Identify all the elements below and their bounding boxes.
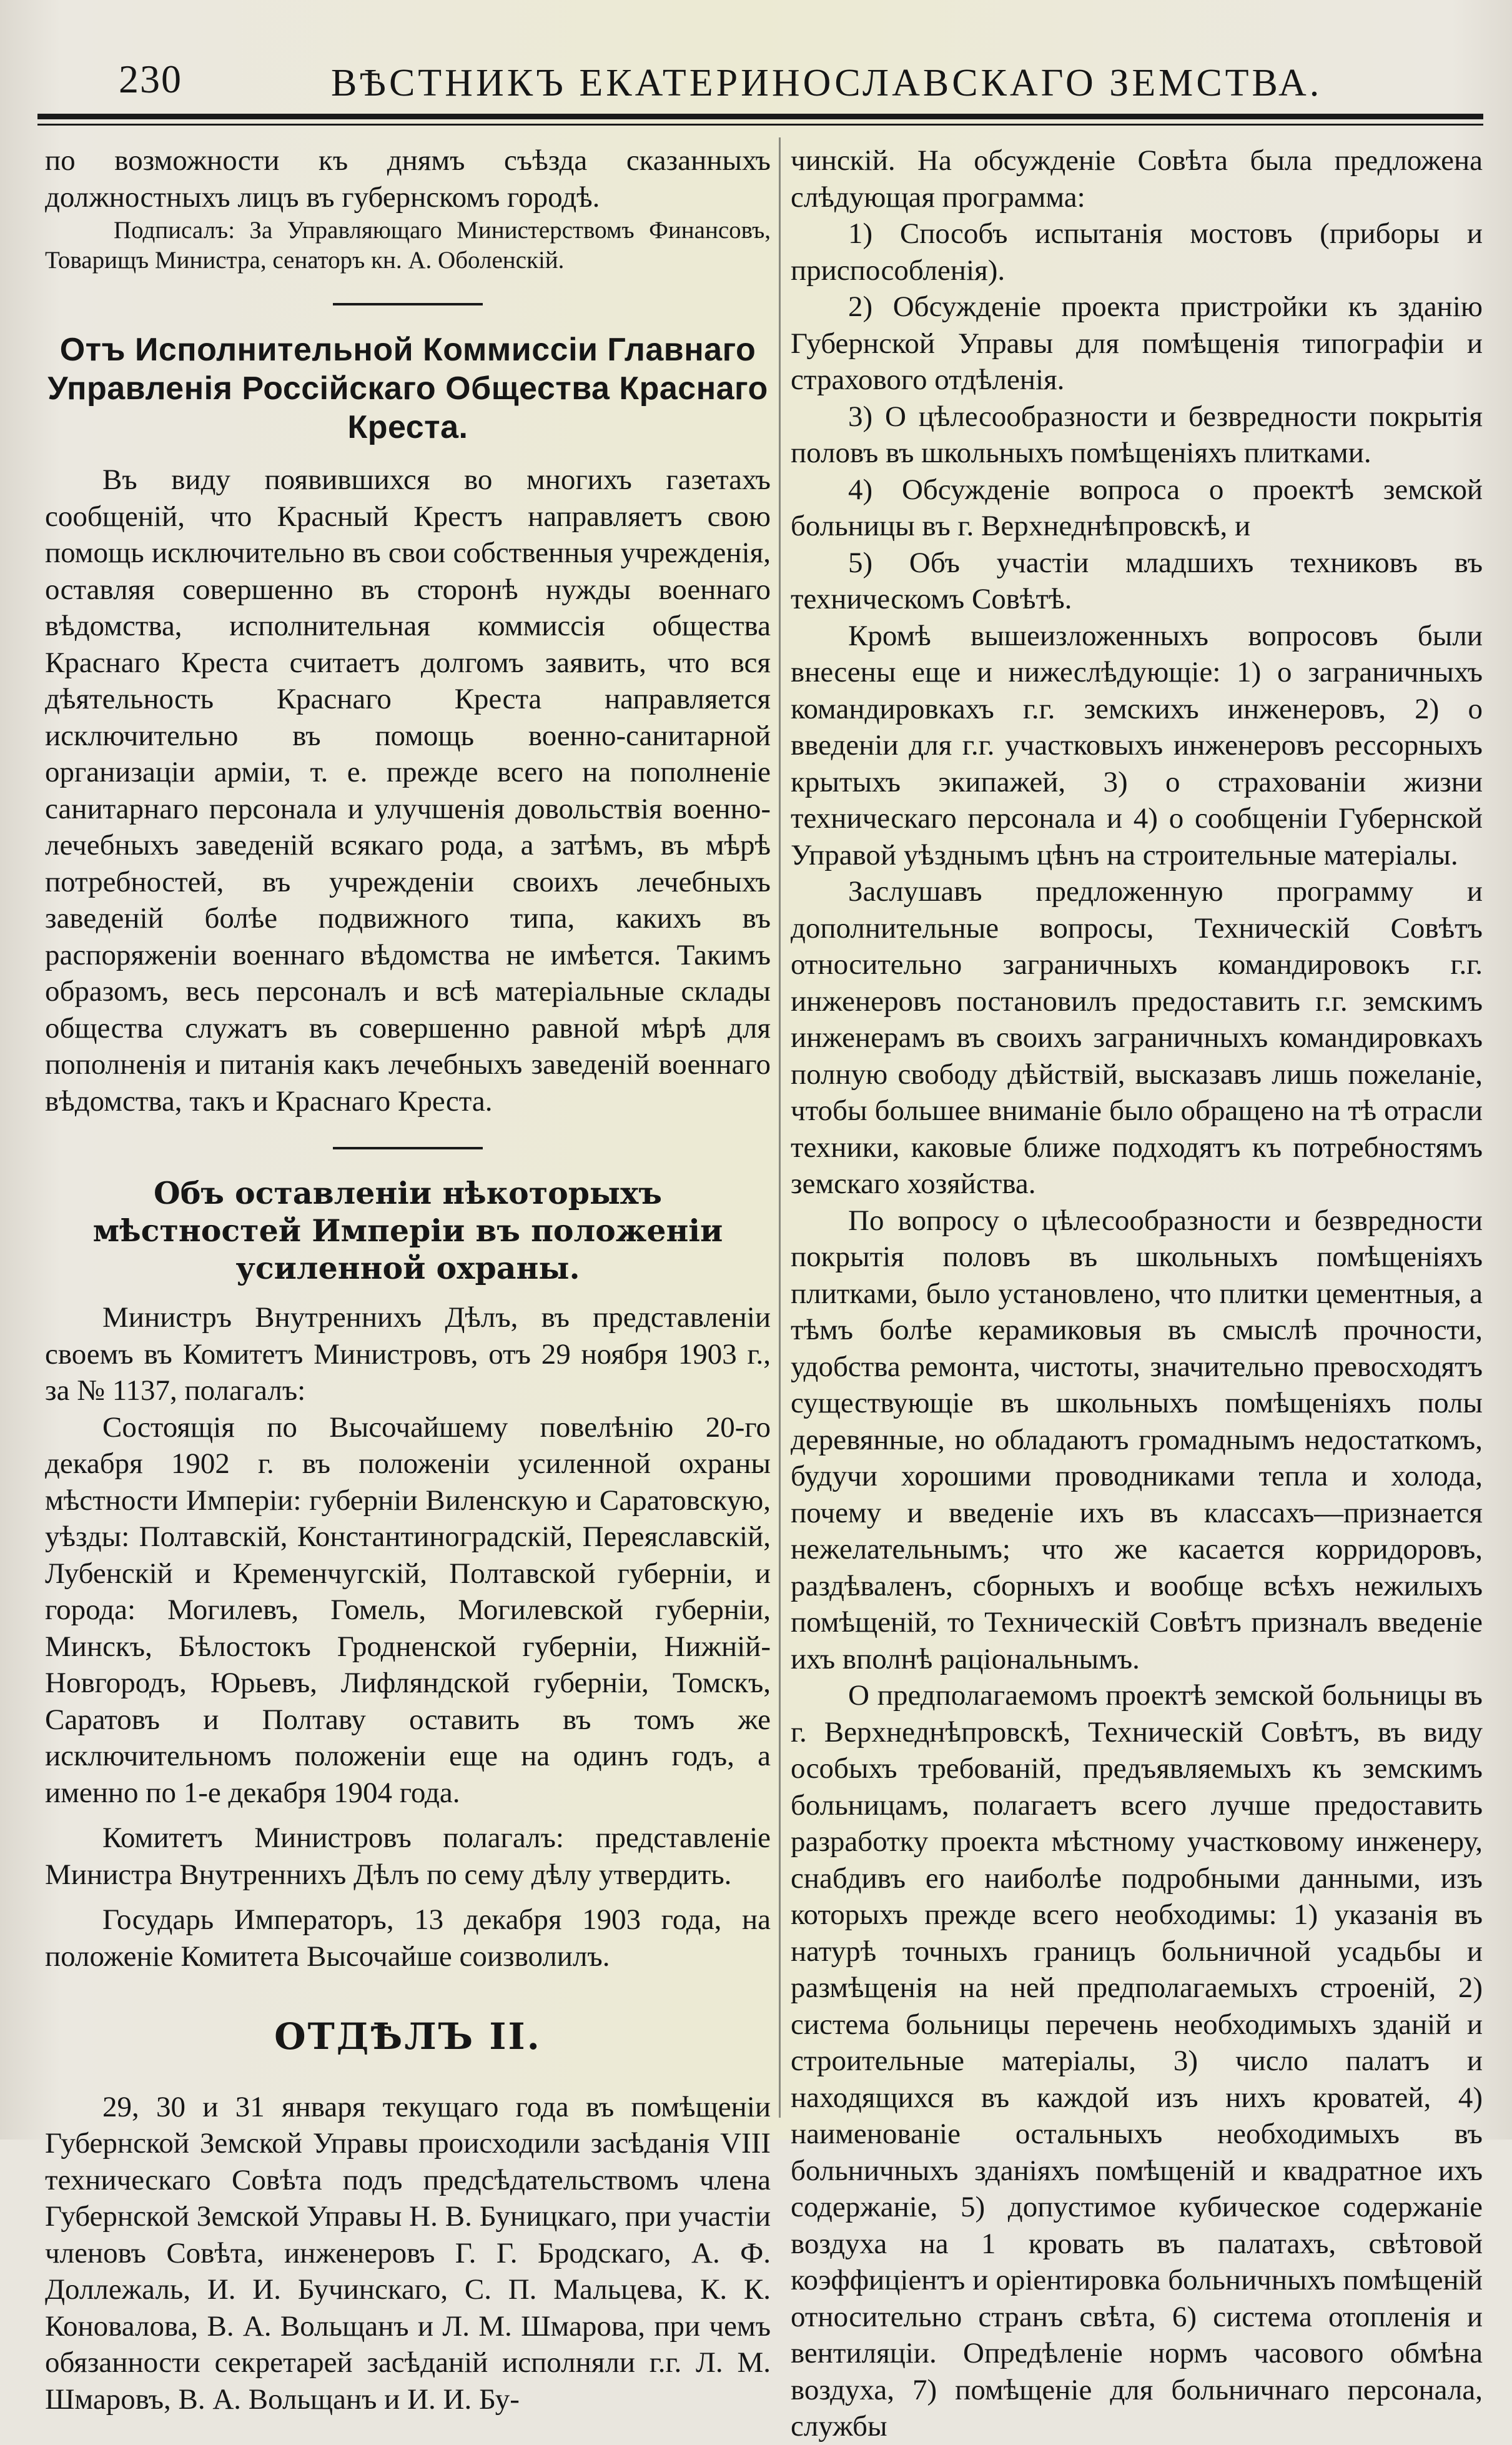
council-decision-paragraph: Заслушавъ предложенную программу и дополнительные вопросы, Техническій Совѣтъ относительно заграничныхъ командировокъ г.г. инженеровъ постановилъ предоставить г.г. земскимъ инженерамъ въ своихъ заграничныхъ командировкахъ полную свободу дѣйствій, высказавъ лишь пожеланіе, чтобы большее вниманіе было обращено на тѣ отрасли техники, каковые ближе подходятъ къ потребностямъ земскаго хозяйства. bbox=[791, 875, 1483, 1200]
page-number: 230 bbox=[119, 57, 182, 101]
section-body: 29, 30 и 31 января текущаго года въ помѣщеніи Губернской Земской Управы происходили засѣданія VIII техническаго Совѣта подъ предсѣдательствомъ члена Губернской Земской Управы Н. В. Буницкаго, при участіи членовъ Совѣта, инженеровъ Г. Г. Бродскаго, А. Ф. Доллежаль, И. И. Бучинскаго, С. П. Мальцева, К. К. Коновалова, В. А. Вольщанъ и Л. М. Шмарова, при чемъ обязанности секретарей засѣданій исполняли г.г. Л. М. Шмаровъ, В. А. Вольщанъ и И. И. Бу- bbox=[45, 2090, 771, 2416]
left-column bbox=[45, 142, 771, 2418]
page-header bbox=[87, 44, 1480, 112]
header-rule-thin bbox=[37, 124, 1483, 126]
program-item: 1) Способъ испытанія мостовъ (приборы и приспособленія). bbox=[791, 217, 1483, 287]
section-title: ОТДѢЛЪ II. bbox=[274, 2015, 541, 2058]
journal-title: ВѢСТНИКЪ ЕКАТЕРИНОСЛАВСКАГО ЗЕМСТВА. bbox=[331, 62, 1323, 104]
program-item: 2) Обсужденіе проекта пристройки къ зданію Губернской Управы для помѣщенія типографіи и страхового отдѣленія. bbox=[791, 290, 1483, 396]
continuation-paragraph: чинскій. На обсужденіе Совѣта была предложена слѣдующая программа: bbox=[791, 144, 1483, 214]
column-divider bbox=[779, 137, 781, 2118]
protection-paragraph-4: Государь Императоръ, 13 декабря 1903 года, на положеніе Комитета Высочайше соизволилъ. bbox=[45, 1903, 771, 1973]
floor-tiles-paragraph: По вопросу о цѣлесообразности и безвредности покрытія половъ въ школьныхъ помѣщеніяхъ плитками, было установлено, что плитки цементныя, а тѣмъ болѣе керамиковыя въ смыслѣ прочности, удобства ремонта, чистоты, значительно превосходятъ существующіе въ школьныхъ помѣщеніяхъ полы деревянные, но обладаютъ громаднымъ недостаткомъ, будучи хорошими проводниками тепла и холода, почему и введеніе ихъ въ классахъ—признается нежелательнымъ; что же касается корридоровъ, раздѣваленъ, сборныхъ и вообще всѣхъ нежилыхъ помѣщеній, то Техническій Совѣтъ призналъ введеніе ихъ вполнѣ раціональнымъ. bbox=[791, 1204, 1483, 1675]
additional-questions-paragraph: Кромѣ вышеизложенныхъ вопросовъ были внесены еще и нижеслѣдующіе: 1) о заграничныхъ командировкахъ г.г. земскихъ инженеровъ, 2) о введеніи для г.г. участковыхъ инженеровъ рессорныхъ крытыхъ экипажей, 3) о страхованіи жизни техническаго персонала и 4) о сообщеніи Губернской Управой уѣзднымъ цѣнъ на строительные матеріалы. bbox=[791, 619, 1483, 871]
program-item: 5) Объ участіи младшихъ техниковъ въ техническомъ Совѣтѣ. bbox=[791, 546, 1483, 615]
section-separator bbox=[333, 1147, 483, 1149]
program-item: 3) О цѣлесообразности и безвредности покрытія половъ въ школьныхъ помѣщеніяхъ плитками. bbox=[791, 400, 1483, 469]
intro-paragraph: по возможности къ днямъ съѣзда сказанныхъ должностныхъ лицъ въ губернскомъ городѣ. bbox=[45, 144, 771, 214]
protection-paragraph-3: Комитетъ Министровъ полагалъ: представленіе Министра Внутреннихъ Дѣлъ по сему дѣлу утвердить. bbox=[45, 1822, 771, 1891]
signature-line: Подписалъ: За Управляющаго Министерствомъ Финансовъ, Товарищъ Министра, сенаторъ кн. А. Оболенскій. bbox=[45, 217, 771, 274]
protection-paragraph-1: Министръ Внутреннихъ Дѣлъ, въ представленіи своемъ въ Комитетъ Министровъ, отъ 29 ноября 1903 г., за № 1137, полагалъ: bbox=[45, 1301, 771, 1407]
right-column bbox=[791, 142, 1483, 2445]
section-separator bbox=[333, 303, 483, 305]
red-cross-body: Въ виду появившихся во многихъ газетахъ сообщеній, что Красный Крестъ направляетъ свою помощь исключительно въ свои собственныя учрежденія, оставляя совершенно въ сторонѣ нужды военнаго вѣдомства, исполнительная коммиссія общества Краснаго Креста считаетъ долгомъ заявить, что вся дѣятельность Краснаго Креста направляется исключительно въ помощь военно-санитарной организаціи арміи, т. е. прежде всего на пополненіе санитарнаго персонала и улучшенія довольствія военно-лечебныхъ заведеній всякаго рода, а затѣмъ, въ мѣрѣ потребностей, въ учрежденіи своихъ лечебныхъ заведеній болѣе подвижного типа, какихъ въ распоряженіи военнаго вѣдомства не имѣется. Такимъ образомъ, весь персоналъ и всѣ матеріальные склады общества служатъ въ совершенно равной мѣрѣ для пополненія и питанія какъ лечебныхъ заведеній военнаго вѣдомства, такъ и Краснаго Креста. bbox=[45, 464, 771, 1118]
program-item: 4) Обсужденіе вопроса о проектѣ земской больницы въ г. Верхнеднѣпровскѣ, и bbox=[791, 473, 1483, 542]
protection-paragraph-2: Состоящія по Высочайшему повелѣнію 20-го декабря 1902 г. въ положеніи усиленной охраны мѣстности Имперіи: губерніи Виленскую и Саратовскую, уѣзды: Полтавскій, Константиноградскій, Переяславскій, Лубенскій и Кременчугскій, Полтавской губерніи, и города: Могилевъ, Гомель, Могилевской губерніи, Минскъ, Бѣлостокъ Гродненской губерніи, Нижній-Новгородъ, Юрьевъ, Лифляндской губерніи, Томскъ, Саратовъ и Полтаву оставить въ томъ же исключительномъ положеніи еще на одинъ годъ, а именно по 1-е декабря 1904 года. bbox=[45, 1411, 771, 1809]
protection-heading: Объ оставленіи нѣкоторыхъ мѣстностей Имперіи въ положеніи усиленной охраны. bbox=[92, 1175, 723, 1286]
hospital-project-paragraph: О предполагаемомъ проектѣ земской больницы въ г. Верхнеднѣпровскѣ, Техническій Совѣтъ, въ виду особыхъ требованій, предъявляемыхъ къ земскимъ больницамъ, полагаетъ всего лучше предоставить разработку проекта мѣстному участковому инженеру, снабдивъ его наиболѣе подробными данными, изъ которыхъ прежде всего необходимы: 1) указанія въ натурѣ точныхъ границъ больничной усадьбы и размѣщенія на ней предполагаемыхъ строеній, 2) система больницы перечень необходимыхъ зданій и строительные матеріалы, 3) число палатъ и находящихся въ каждой изъ нихъ кроватей, 4) наименованіе остальныхъ необходимыхъ въ больничныхъ зданіяхъ помѣщеній и квадратное ихъ содержаніе, 5) допустимое кубическое содержаніе воздуха на 1 кровать въ палатахъ, свѣтовой коэффиціентъ и оріентировка больничныхъ помѣщеній относительно странъ свѣта, 6) система отопленія и вентиляціи. Опредѣленіе нормъ часового обмѣна воздуха, 7) помѣщеніе для больничнаго персонала, службы bbox=[791, 1679, 1483, 2443]
red-cross-heading: Отъ Исполнительной Коммиссіи Главнаго Управленія Россійскаго Общества Краснаго Креста. bbox=[47, 332, 768, 445]
header-rule bbox=[37, 114, 1483, 119]
